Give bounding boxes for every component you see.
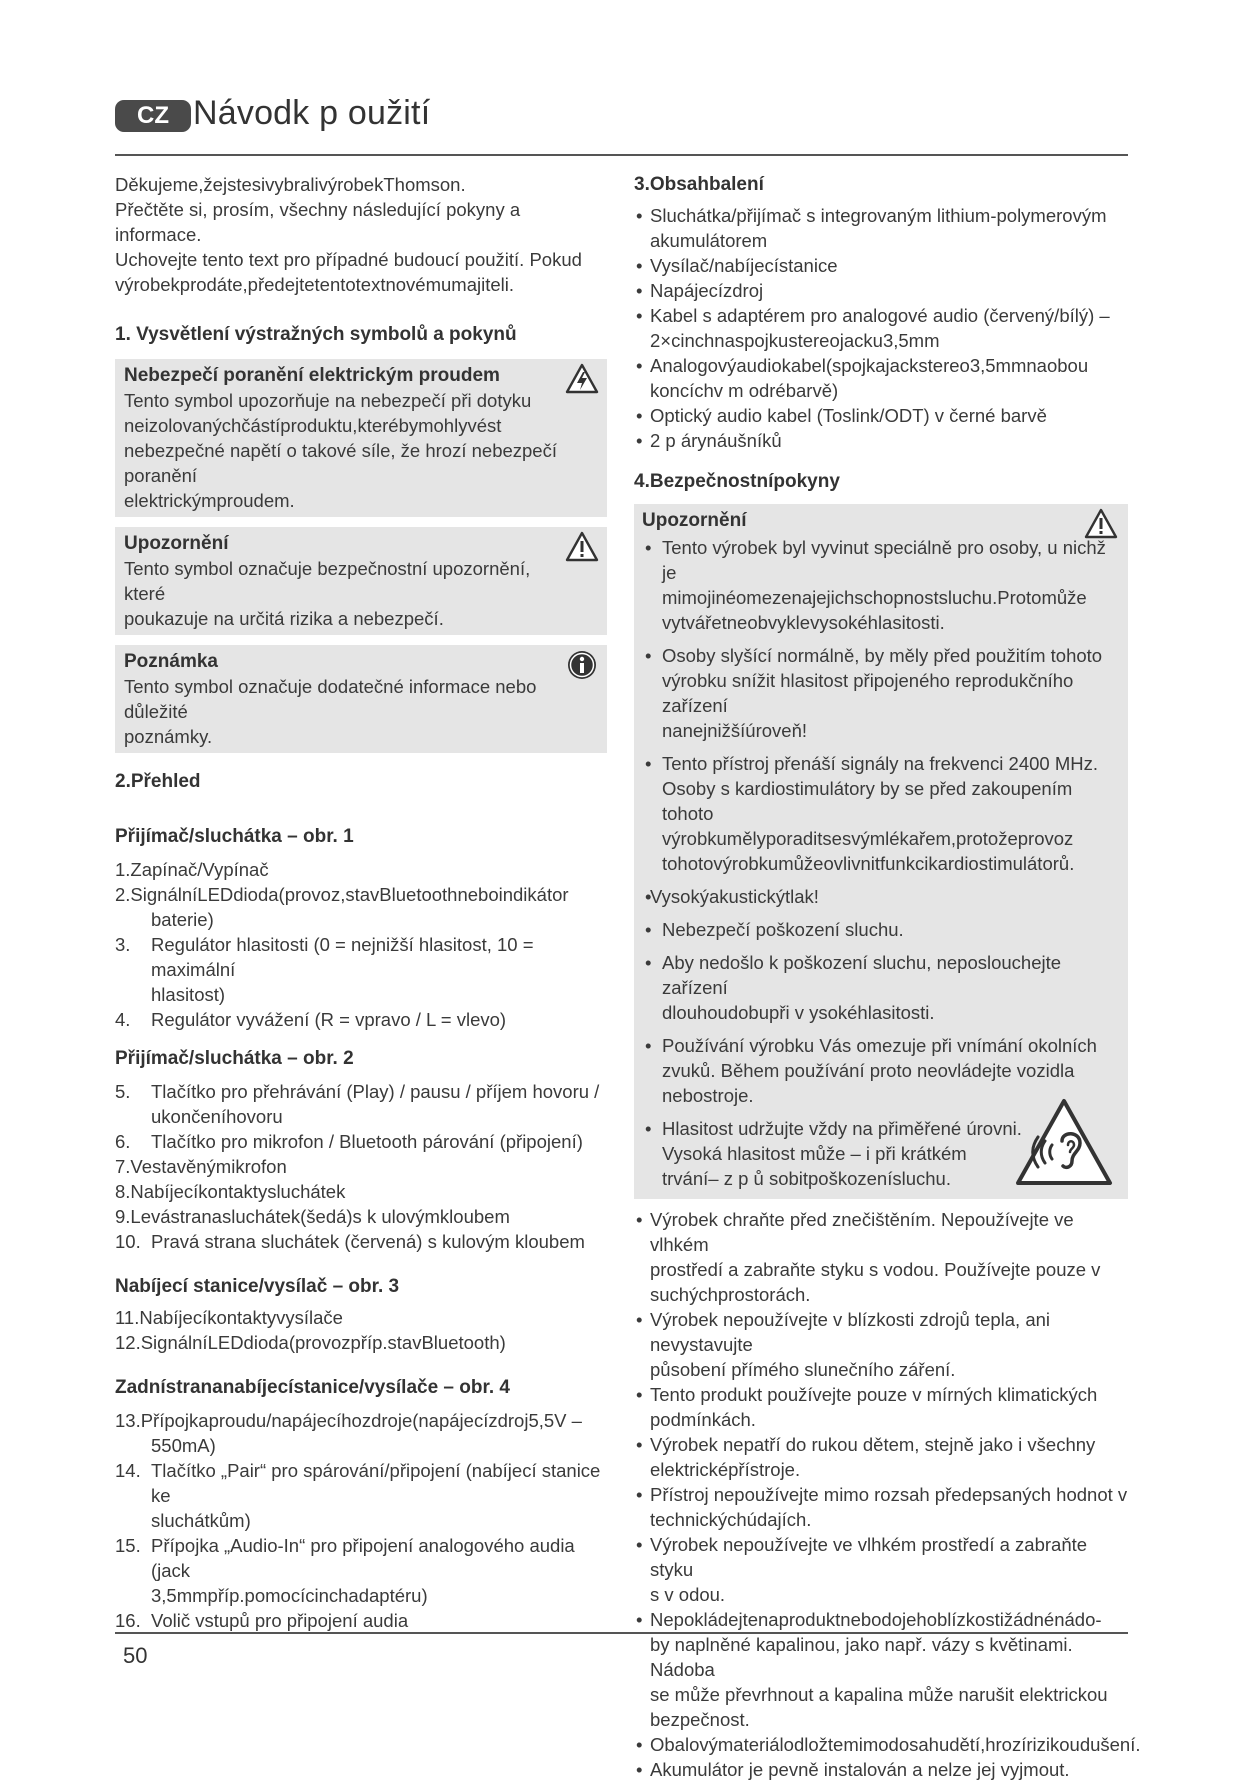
box-line: nebezpečné napětí o takové síle, že hrozí nebezpečí poranění	[124, 440, 557, 486]
box-title: Nebezpečí poranění elektrickým proudem	[124, 365, 500, 386]
intro-line: Přečtěte si, prosím, všechny následující pokyny a informace.	[115, 199, 521, 245]
page-number: 50	[123, 1643, 148, 1668]
list-item: 11.Nabíjecíkontaktyvysílače	[115, 1307, 343, 1328]
box-line: Tento symbol označuje bezpečnostní upozornění, které	[124, 558, 531, 604]
list-item: 2.SignálníLEDdioda(provoz,stavBluetoothneboindikátor baterie)	[115, 884, 569, 930]
list-item: 14. Tlačítko „Pair“ pro spárování/připojení (nabíjecí stanice ke sluchátkům)	[115, 1460, 601, 1531]
hearing-damage-icon	[1014, 1097, 1114, 1189]
section-3-heading: 3.Obsahbalení	[634, 174, 764, 195]
intro-line: Děkujeme,žejstesivybralivýrobekThomson.	[115, 174, 466, 195]
list-item: • 2 p árynáušníků	[634, 428, 1128, 453]
page-header	[115, 96, 1128, 156]
list-item: • Nebezpečí poškození sluchu.	[642, 917, 1116, 942]
info-icon	[565, 649, 599, 681]
list-item: 3. Regulátor hlasitosti (0 = nejnižší hlasitost, 10 = maximální hlasitost)	[115, 934, 534, 1005]
list-item: • Analogovýaudiokabel(spojkajackstereo3,5mmnaobou koncíchv m odrébarvě)	[634, 353, 1128, 403]
list-item: • Tento produkt používejte pouze v mírných klimatických podmínkách.	[634, 1382, 1128, 1432]
left-column	[115, 172, 607, 1633]
parts-list	[115, 857, 607, 1032]
list-item: • Kabel s adaptérem pro analogové audio (červený/bílý) – 2×cinchnaspojkustereojacku3,5mm	[634, 303, 1128, 353]
list-item: • Obalovýmateriálodložtemimodosahudětí,hrozírizikoudušení.	[634, 1732, 1128, 1757]
group-heading: Nabíjecí stanice/vysílač – obr. 3	[115, 1276, 400, 1297]
list-item: 13.Přípojkaproudu/napájecíhozdroje(napájecízdroj5,5V – 550mA)	[115, 1410, 582, 1456]
intro-text	[115, 172, 607, 297]
list-item: • Vysílač/nabíjecístanice	[634, 253, 1128, 278]
group-heading: Zadnístrananabíjecístanice/vysílače – obr. 4	[115, 1377, 510, 1398]
group-heading: Přijímač/sluchátka – obr. 1	[115, 826, 354, 847]
box-line: elektrickýmproudem.	[124, 490, 295, 511]
page-title: Návodk p oužití	[193, 94, 431, 132]
list-item: 7.Vestavěnýmikrofon	[115, 1156, 287, 1177]
safety-warning-list	[642, 535, 1116, 1191]
list-item: 16. Volič vstupů pro připojení audia	[115, 1610, 409, 1631]
list-item: • Tento výrobek byl vyvinut speciálně pro osoby, u nichž je mimojinéomezenajejichschopnostsluchu.Protomůže vytvářetneobvyklevysokéhlasitosti.	[642, 535, 1116, 635]
list-item: • Osoby slyšící normálně, by měly před použitím tohoto výrobku snížit hlasitost připojeného reprodukčního zařízení nanejnižšíúroveň!	[642, 643, 1116, 743]
group-heading: Přijímač/sluchátka – obr. 2	[115, 1048, 354, 1069]
list-item: • Aby nedošlo k poškození sluchu, neposlouchejte zařízení dlouhoudobupři v ysokéhlasitosti.	[642, 950, 1116, 1025]
electric-hazard-icon	[565, 363, 599, 395]
list-item: • Výrobek nepoužívejte ve vlhkém prostředí a zabraňte styku s v odou.	[634, 1532, 1128, 1607]
list-item: • Vysokýakustickýtlak!	[642, 884, 1116, 909]
box-line: neizolovanýchčástíproduktu,kterébymohlyvést	[124, 415, 502, 436]
parts-list	[115, 1305, 607, 1355]
intro-line: výrobekprodáte,předejtetentotextnovémumajiteli.	[115, 274, 515, 295]
package-contents-list	[634, 203, 1128, 453]
list-item: 6. Tlačítko pro mikrofon / Bluetooth párování (připojení)	[115, 1131, 583, 1152]
list-item: • Optický audio kabel (Toslink/ODT) v černé barvě	[634, 403, 1128, 428]
section-2-heading: 2.Přehled	[115, 771, 201, 792]
warning-icon	[565, 531, 599, 563]
safety-instructions-list	[634, 1207, 1141, 1782]
safety-warning-box	[634, 504, 1128, 1199]
list-item: 1.Zapínač/Vypínač	[115, 859, 269, 880]
list-item: • Sluchátka/přijímač s integrovaným lithium-polymerovým akumulátorem	[634, 203, 1128, 253]
section-1-heading: 1. Vysvětlení výstražných symbolů a pokynů	[115, 324, 517, 345]
list-item: • Výrobek nepatří do rukou dětem, stejně jako i všechny elektricképřístroje.	[634, 1432, 1128, 1482]
parts-list	[115, 1408, 607, 1633]
list-item: • Hlasitost udržujte vždy na přiměřené úrovni. Vysoká hlasitost může – i při krátkém trvání– z p ů sobitpoškozenísluchu.	[642, 1116, 1116, 1191]
list-item: • Přístroj nepoužívejte mimo rozsah předepsaných hodnot v technickýchúdajích.	[634, 1482, 1128, 1532]
right-column	[634, 172, 1141, 1782]
list-item: 5. Tlačítko pro přehrávání (Play) / pausu / příjem hovoru / ukončeníhovoru	[115, 1081, 600, 1127]
parts-list	[115, 1079, 607, 1254]
note-box	[115, 645, 607, 753]
box-title: Upozornění	[642, 510, 747, 531]
list-item: 9.Levástranasluchátek(šedá)s k ulovýmkloubem	[115, 1206, 510, 1227]
box-line: Tento symbol označuje dodatečné informace nebo důležité	[124, 676, 537, 722]
box-line: poznámky.	[124, 726, 213, 747]
list-item: • Nepokládejtenaproduktnebodojehoblízkostižádnénádo- by naplněné kapalinou, jako např. vázy s květinami. Nádoba se může převrhnout a kapalina může narušit elektrickou bezpečnost.	[634, 1607, 1128, 1732]
language-badge: CZ	[115, 100, 191, 132]
list-item: • Napájecízdroj	[634, 278, 1128, 303]
warning-box	[115, 527, 607, 635]
box-title: Poznámka	[124, 651, 218, 672]
list-item: 12.SignálníLEDdioda(provozpříp.stavBluetooth)	[115, 1332, 506, 1353]
list-item: 10. Pravá strana sluchátek (červená) s kulovým kloubem	[115, 1231, 585, 1252]
list-item: 15. Přípojka „Audio-In“ pro připojení analogového audia (jack 3,5mmpříp.pomocícinchadaptéru)	[115, 1535, 575, 1606]
box-line: poukazuje na určitá rizika a nebezpečí.	[124, 608, 444, 629]
section-4-heading: 4.Bezpečnostnípokyny	[634, 471, 840, 492]
list-item: • Výrobek nepoužívejte v blízkosti zdrojů tepla, ani nevystavujte působení přímého slunečního záření.	[634, 1307, 1128, 1382]
intro-line: Uchovejte tento text pro případné budoucí použití. Pokud	[115, 249, 582, 270]
list-item: • Výrobek chraňte před znečištěním. Nepoužívejte ve vlhkém prostředí a zabraňte styku s vodou. Používejte pouze v suchýchprostorách.	[634, 1207, 1128, 1307]
box-title: Upozornění	[124, 533, 229, 554]
electric-hazard-box	[115, 359, 607, 517]
list-item: 8.Nabíjecíkontaktysluchátek	[115, 1181, 346, 1202]
footer-divider	[115, 1632, 1128, 1634]
list-item: • Používání výrobku Vás omezuje při vnímání okolních zvuků. Během používání proto neovládejte vozidla nebostroje.	[642, 1033, 1116, 1108]
box-line: Tento symbol upozorňuje na nebezpečí při dotyku	[124, 390, 532, 411]
list-item: • Akumulátor je pevně instalován a nelze jej vyjmout.	[634, 1757, 1128, 1782]
list-item: • Tento přístroj přenáší signály na frekvenci 2400 MHz. Osoby s kardiostimulátory by se před zakoupením tohoto výrobkumělyporaditsesvýmlékařem,protožeprovoz tohotovýrobkumůžeovlivnitfunkcikardiostimulátorů.	[642, 751, 1116, 876]
list-item: 4. Regulátor vyvážení (R = vpravo / L = vlevo)	[115, 1009, 507, 1030]
